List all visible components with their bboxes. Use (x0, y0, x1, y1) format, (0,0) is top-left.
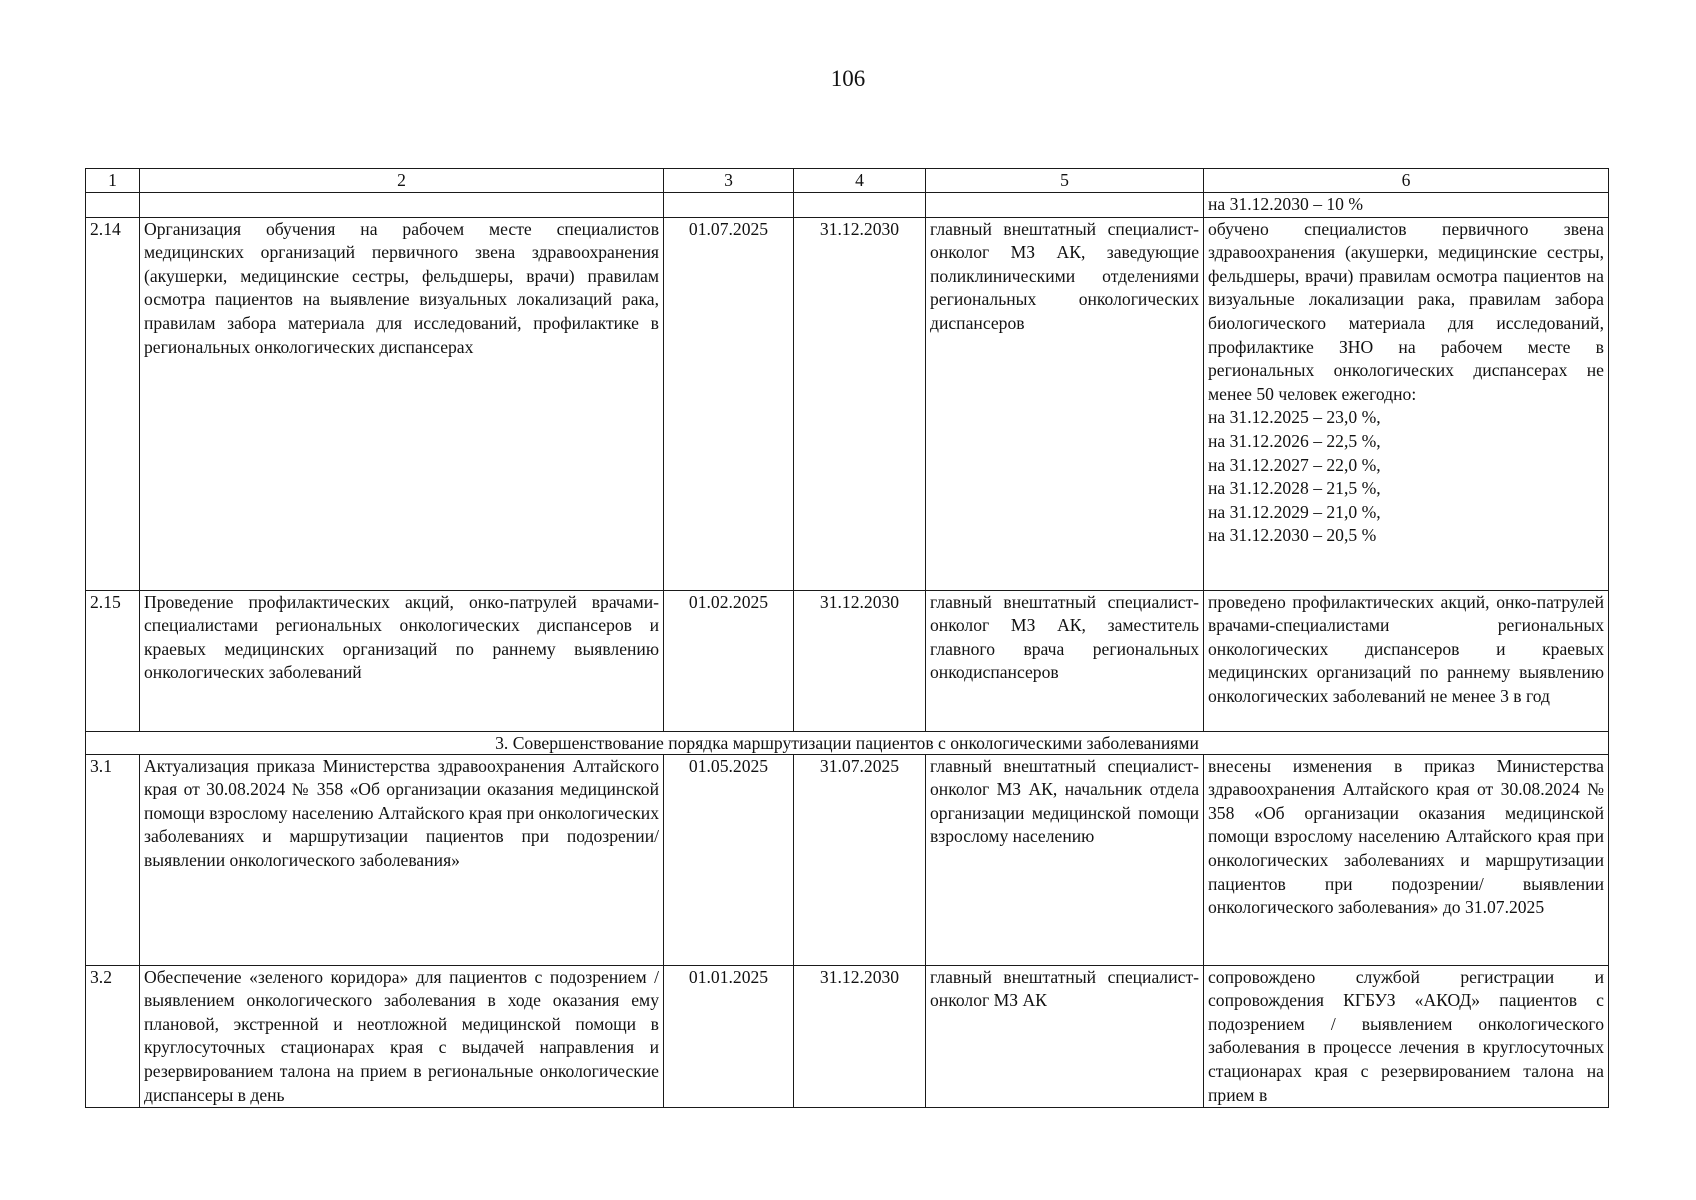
section-heading-row (86, 731, 1609, 754)
result-line: на 31.12.2027 – 22,0 %, (1208, 454, 1381, 475)
result-line: на 31.12.2029 – 21,0 %, (1208, 501, 1381, 522)
continuation-row (86, 193, 1609, 218)
column-number: 6 (1204, 169, 1609, 193)
row-number: 3.2 (86, 965, 140, 1108)
responsible-cell: главный внештатный специалист-онколог МЗ АК, заведующие поликлиническими отделениями региональных онкологических диспансеров (926, 217, 1204, 590)
result-cell: проведено профилактических акций, онко-патрулей врачами-специалистами региональных онкологических диспансеров и краевых медицинских организаций по раннему выявлению онкологических заболеваний не менее 3 в год (1204, 590, 1609, 731)
result-text: обучено специалистов первичного звена здравоохранения (акушерки, медицинские сестры, фельдшеры, врачи) правилам осмотра пациентов на визуальные локализации рака, правилам забора биологического материала для исследований, профилактике ЗНО на рабочем месте в региональных онкологических диспансерах не менее 50 человек ежегодно: (1208, 218, 1604, 404)
result-cell: сопровождено службой регистрации и сопровождения КГБУЗ «АКОД» пациентов с подозрением / выявлением онкологического заболевания в процессе лечения в круглосуточных стационарах края с резервированием талона на прием в (1204, 965, 1609, 1108)
start-date-cell: 01.07.2025 (664, 217, 794, 590)
task-cell: Проведение профилактических акций, онко-патрулей врачами-специалистами региональных онкологических диспансеров и краевых медицинских организаций по раннему выявлению онкологических заболеваний (140, 590, 664, 731)
end-date-cell: 31.07.2025 (794, 754, 926, 965)
page-number: 106 (830, 66, 866, 91)
measures-table (85, 168, 1609, 1108)
result-line: на 31.12.2025 – 23,0 %, (1208, 407, 1381, 428)
result-cell (1204, 217, 1609, 590)
table-row (86, 965, 1609, 1108)
table-row (86, 754, 1609, 965)
responsible-cell: главный внештатный специалист-онколог МЗ АК (926, 965, 1204, 1108)
row-number: 2.14 (86, 217, 140, 590)
table-row (86, 217, 1609, 590)
responsible-cell: главный внештатный специалист-онколог МЗ АК, заместитель главного врача региональных онкодиспансеров (926, 590, 1204, 731)
column-number: 1 (86, 169, 140, 193)
row-number: 2.15 (86, 590, 140, 731)
end-date-cell: 31.12.2030 (794, 965, 926, 1108)
responsible-cell: главный внештатный специалист-онколог МЗ АК, начальник отдела организации медицинской помощи взрослому населению (926, 754, 1204, 965)
task-cell: Обеспечение «зеленого коридора» для пациентов с подозрением / выявлением онкологического заболевания в ходе оказания ему плановой, экстренной и неотложной медицинской помощи в круглосуточных стационарах края с выдачей направления и резервированием талона на прием в региональные онкологические диспансеры в день (140, 965, 664, 1108)
task-cell: Организация обучения на рабочем месте специалистов медицинских организаций первичного звена здравоохранения (акушерки, медицинские сестры, фельдшеры, врачи) правилам осмотра пациентов на выявление визуальных локализаций рака, правилам забора материала для исследований, профилактике в региональных онкологических диспансерах (140, 217, 664, 590)
column-number: 4 (794, 169, 926, 193)
result-line: на 31.12.2026 – 22,5 %, (1208, 430, 1381, 451)
section-title: 3. Совершенствование порядка маршрутизации пациентов с онкологическими заболеваниями (86, 731, 1609, 754)
end-date-cell: 31.12.2030 (794, 217, 926, 590)
column-number: 5 (926, 169, 1204, 193)
start-date-cell: 01.05.2025 (664, 754, 794, 965)
end-date-cell: 31.12.2030 (794, 590, 926, 731)
start-date-cell: 01.01.2025 (664, 965, 794, 1108)
result-cell: внесены изменения в приказ Министерства здравоохранения Алтайского края от 30.08.2024 № 358 «Об организации оказания медицинской помощи взрослому населению Алтайского края при онкологических заболеваниях и маршрутизации пациентов при подозрении/ выявлении онкологического заболевания» до 31.07.2025 (1204, 754, 1609, 965)
column-number: 2 (140, 169, 664, 193)
start-date-cell: 01.02.2025 (664, 590, 794, 731)
column-number-row (86, 169, 1609, 193)
result-line: на 31.12.2030 – 20,5 % (1208, 525, 1377, 546)
row-number: 3.1 (86, 754, 140, 965)
result-line: на 31.12.2028 – 21,5 %, (1208, 478, 1381, 499)
column-number: 3 (664, 169, 794, 193)
result-cell: на 31.12.2030 – 10 % (1204, 193, 1609, 218)
table-row (86, 590, 1609, 731)
task-cell: Актуализация приказа Министерства здравоохранения Алтайского края от 30.08.2024 № 358 «Об организации оказания медицинской помощи взрослому населению Алтайского края при онкологических заболеваниях и маршрутизации пациентов при подозрении/ выявлении онкологического заболевания» (140, 754, 664, 965)
